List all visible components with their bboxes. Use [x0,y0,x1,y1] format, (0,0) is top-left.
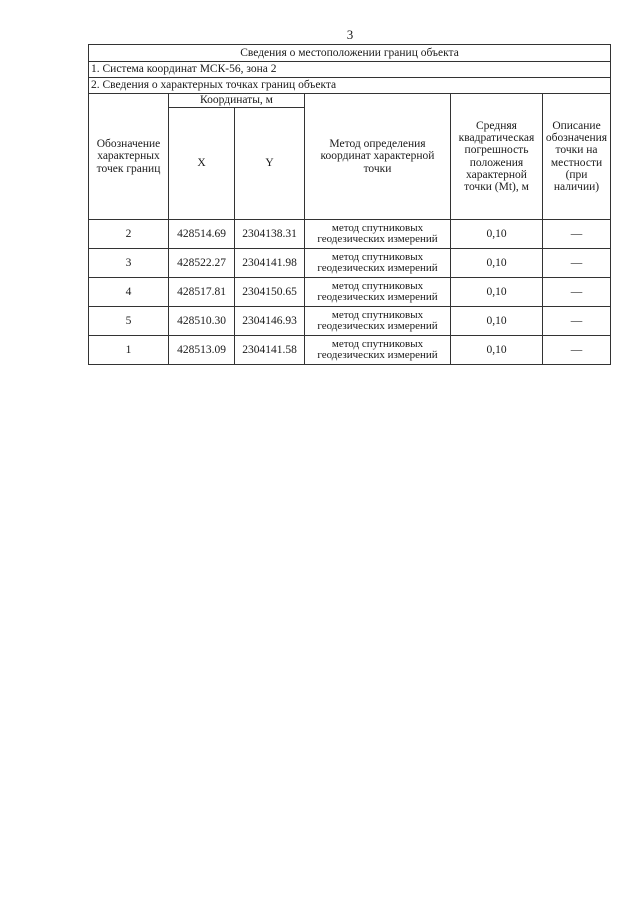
description-cell: — [543,307,611,336]
point-cell: 5 [89,307,169,336]
points-section-line: 2. Сведения о характерных точках границ объекта [89,78,611,94]
method-cell: метод спутниковых геодезических измерений [305,249,451,278]
description-cell: — [543,278,611,307]
table-row [89,249,611,278]
point-cell: 1 [89,336,169,365]
point-cell: 3 [89,249,169,278]
error-cell: 0,10 [451,249,543,278]
description-cell: — [543,249,611,278]
x-cell: 428522.27 [169,249,235,278]
error-cell: 0,10 [451,278,543,307]
method-header: Метод определения координат характерной точки [305,94,451,220]
point-cell: 4 [89,278,169,307]
table-row [89,278,611,307]
method-cell: метод спутниковых геодезических измерений [305,307,451,336]
y-cell: 2304146.93 [235,307,305,336]
x-cell: 428514.69 [169,220,235,249]
x-cell: 428513.09 [169,336,235,365]
coordinate-system-line: 1. Система координат МСК-56, зона 2 [89,62,611,78]
error-cell: 0,10 [451,307,543,336]
method-cell: метод спутниковых геодезических измерений [305,220,451,249]
error-cell: 0,10 [451,220,543,249]
y-cell: 2304141.58 [235,336,305,365]
description-cell: — [543,336,611,365]
table-row [89,307,611,336]
description-header: Описание обозначения точки на местности (при наличии) [543,94,611,220]
table-row [89,220,611,249]
table-row [89,336,611,365]
point-label-header: Обозначение характерных точек границ [89,94,169,220]
page-number: 3 [346,27,354,42]
x-cell: 428510.30 [169,307,235,336]
coords-header: Координаты, м [169,94,305,108]
x-cell: 428517.81 [169,278,235,307]
table-title: Сведения о местоположении границ объекта [89,45,611,62]
method-cell: метод спутниковых геодезических измерений [305,336,451,365]
y-cell: 2304141.98 [235,249,305,278]
y-cell: 2304138.31 [235,220,305,249]
error-cell: 0,10 [451,336,543,365]
point-cell: 2 [89,220,169,249]
y-header: Y [235,108,305,220]
y-cell: 2304150.65 [235,278,305,307]
error-header: Средняя квадратическая погрешность положения характерной точки (Mt), м [451,94,543,220]
method-cell: метод спутниковых геодезических измерений [305,278,451,307]
description-cell: — [543,220,611,249]
boundary-points-table [88,44,611,365]
x-header: X [169,108,235,220]
